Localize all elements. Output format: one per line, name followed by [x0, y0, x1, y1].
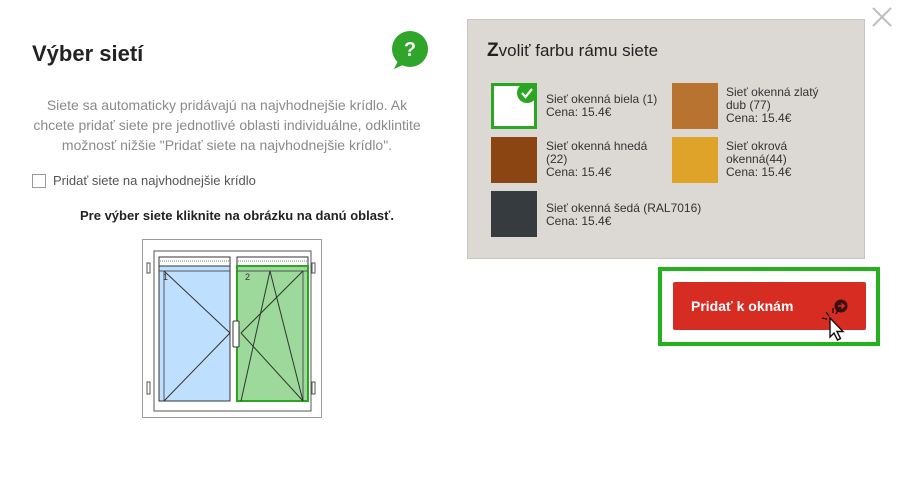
- sash-2[interactable]: [237, 266, 308, 401]
- cta-highlight-frame: [658, 267, 880, 346]
- color-option-brown[interactable]: Sieť okenná hnedá (22) Cena: 15.4€: [546, 139, 648, 179]
- color-swatch-ochre[interactable]: [672, 137, 718, 183]
- help-icon[interactable]: [390, 30, 430, 70]
- check-icon: [516, 82, 538, 104]
- color-swatch-grey[interactable]: [491, 191, 537, 237]
- color-panel-title: Zvoliť farbu rámu siete: [487, 40, 659, 61]
- close-icon[interactable]: [870, 5, 894, 29]
- color-swatch-golden-oak[interactable]: [672, 83, 718, 129]
- page-title: Výber sietí: [32, 41, 144, 66]
- color-swatch-brown[interactable]: [491, 137, 537, 183]
- pointer-cursor-icon: [821, 306, 851, 342]
- color-option-white[interactable]: Sieť okenná biela (1) Cena: 15.4€: [546, 92, 658, 119]
- sash-2-number: 2: [245, 272, 251, 282]
- add-to-windows-button[interactable]: Pridať k oknám: [673, 282, 866, 330]
- window-diagram: [142, 239, 322, 419]
- best-sash-checkbox[interactable]: [32, 174, 46, 188]
- color-swatch-white[interactable]: [491, 83, 537, 129]
- help-symbol: ?: [403, 39, 417, 61]
- sash-1-number: 1: [163, 272, 169, 282]
- best-sash-checkbox-row[interactable]: [32, 173, 256, 188]
- description-text: Siete sa automaticky pridávajú na najvhodnejšie krídlo. Ak chcete pridať siete pre jednotlivé oblasti individuálne, odklintite možnosť nižšie "Pridať siete na najvhodnejšie krídlo".: [33, 97, 421, 153]
- best-sash-checkbox-label[interactable]: Pridať siete na najvhodnejšie krídlo: [53, 173, 256, 188]
- frame-color-panel: [467, 19, 865, 259]
- color-option-grey[interactable]: Sieť okenná šedá (RAL7016) Cena: 15.4€: [546, 201, 702, 228]
- color-option-golden-oak[interactable]: Sieť okenná zlatý dub (77) Cena: 15.4€: [726, 85, 819, 125]
- instruction-text: Pre výber siete kliknite na obrázku na danú oblasť.: [80, 208, 394, 223]
- sash-1[interactable]: [159, 266, 230, 401]
- color-option-ochre[interactable]: Sieť okrová okenná(44) Cena: 15.4€: [726, 139, 792, 179]
